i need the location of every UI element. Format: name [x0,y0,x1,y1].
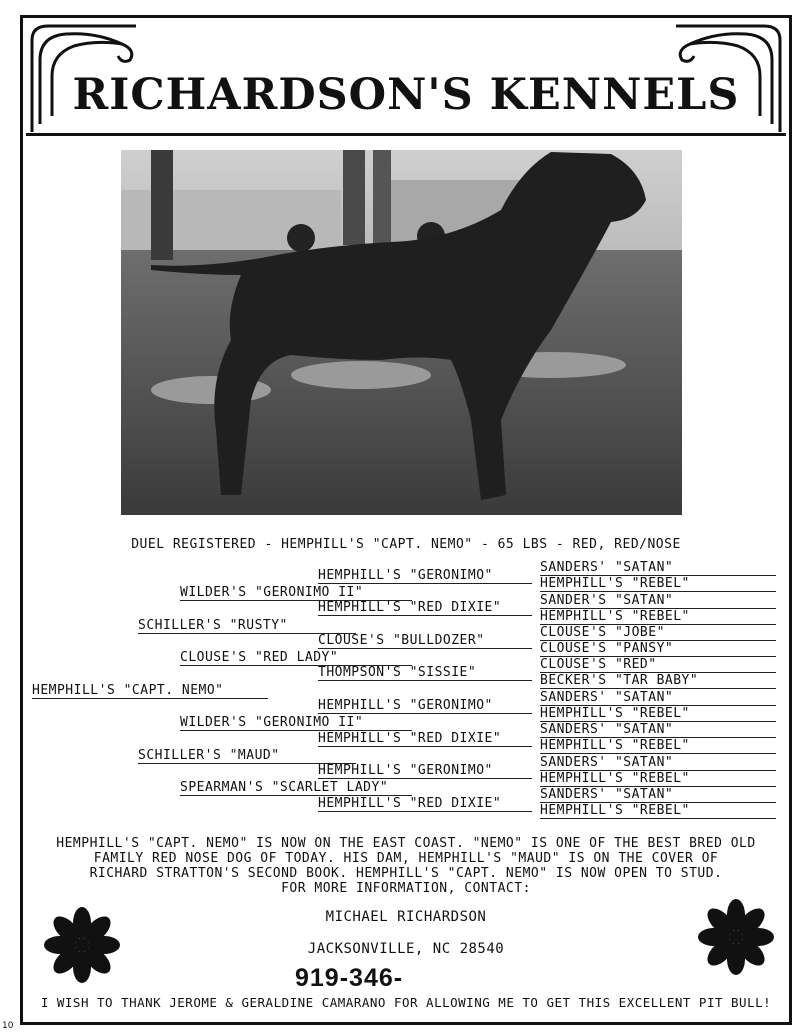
pedigree-great-grandparent: CLOUSE'S "BULLDOZER" [318,634,532,649]
paragraph-line: FAMILY RED NOSE DOG OF TODAY. HIS DAM, HEMPHILL'S "MAUD" IS ON THE COVER OF [93,851,719,866]
pedigree-grandparent: WILDER'S "GERONIMO II" [180,586,412,601]
pedigree-great-grandparent: HEMPHILL'S "GERONIMO" [318,569,532,584]
pedigree-grandparent: CLOUSE'S "RED LADY" [180,651,412,666]
paragraph-line: FOR MORE INFORMATION, CONTACT: [281,881,531,896]
paragraph-line: HEMPHILL'S "CAPT. NEMO" IS NOW ON THE EAST COAST. "NEMO" IS ONE OF THE BEST BRED OLD [56,836,756,851]
pedigree-ggg: HEMPHILL'S "REBEL" [540,610,776,625]
pedigree-ggg: SANDERS' "SATAN" [540,788,776,803]
pedigree-grandparent: WILDER'S "GERONIMO II" [180,716,412,731]
pedigree-ggg: SANDERS' "SATAN" [540,723,776,738]
page-title: RICHARDSON'S KENNELS [72,70,740,120]
pedigree-great-grandparent: HEMPHILL'S "RED DIXIE" [318,732,532,747]
flower-icon [42,905,122,985]
header [26,20,786,136]
pedigree-ggg: SANDERS' "SATAN" [540,756,776,771]
contact-city: JACKSONVILLE, NC 28540 [307,941,505,957]
pedigree-dog: HEMPHILL'S "CAPT. NEMO" [32,684,268,699]
pedigree-ggg: SANDERS' "SATAN" [540,691,776,706]
pedigree-great-grandparent: HEMPHILL'S "GERONIMO" [318,699,532,714]
pedigree-great-grandparent: HEMPHILL'S "RED DIXIE" [318,797,532,812]
pedigree-ggg: HEMPHILL'S "REBEL" [540,739,776,754]
pedigree-great-grandparent: HEMPHILL'S "GERONIMO" [318,764,532,779]
pedigree-ggg: HEMPHILL'S "REBEL" [540,577,776,592]
pedigree-great-grandparent: HEMPHILL'S "RED DIXIE" [318,601,532,616]
dog-description: DUEL REGISTERED - HEMPHILL'S "CAPT. NEMO" - 65 LBS - RED, RED/NOSE [131,537,681,552]
contact-name: MICHAEL RICHARDSON [325,909,487,925]
pedigree-ggg: CLOUSE'S "PANSY" [540,642,776,657]
pedigree-ggg: BECKER'S "TAR BABY" [540,674,776,689]
paragraph-line: RICHARD STRATTON'S SECOND BOOK. HEMPHILL'S "CAPT. NEMO" IS NOW OPEN TO STUD. [89,866,723,881]
pedigree-ggg: SANDER'S "SATAN" [540,594,776,609]
contact-phone: 919-346- [295,964,404,992]
pedigree-ggg: HEMPHILL'S "REBEL" [540,772,776,787]
pedigree-grandparent: SPEARMAN'S "SCARLET LADY" [180,781,412,796]
info-paragraph [40,836,772,896]
dog-photo [121,150,682,515]
flower-icon [696,897,776,977]
pedigree-ggg: HEMPHILL'S "REBEL" [540,804,776,819]
pedigree-dam: SCHILLER'S "MAUD" [138,749,356,764]
pedigree-ggg: CLOUSE'S "RED" [540,658,776,673]
pedigree-ggg: HEMPHILL'S "REBEL" [540,707,776,722]
pedigree-ggg: SANDERS' "SATAN" [540,561,776,576]
page-number: 10 [2,1021,14,1031]
pedigree-ggg: CLOUSE'S "JOBE" [540,626,776,641]
pedigree-sire: SCHILLER'S "RUSTY" [138,619,356,634]
thanks-line: I WISH TO THANK JEROME & GERALDINE CAMARANO FOR ALLOWING ME TO GET THIS EXCELLENT PIT BULL! [40,995,772,1010]
pedigree-great-grandparent: THOMPSON'S "SISSIE" [318,666,532,681]
